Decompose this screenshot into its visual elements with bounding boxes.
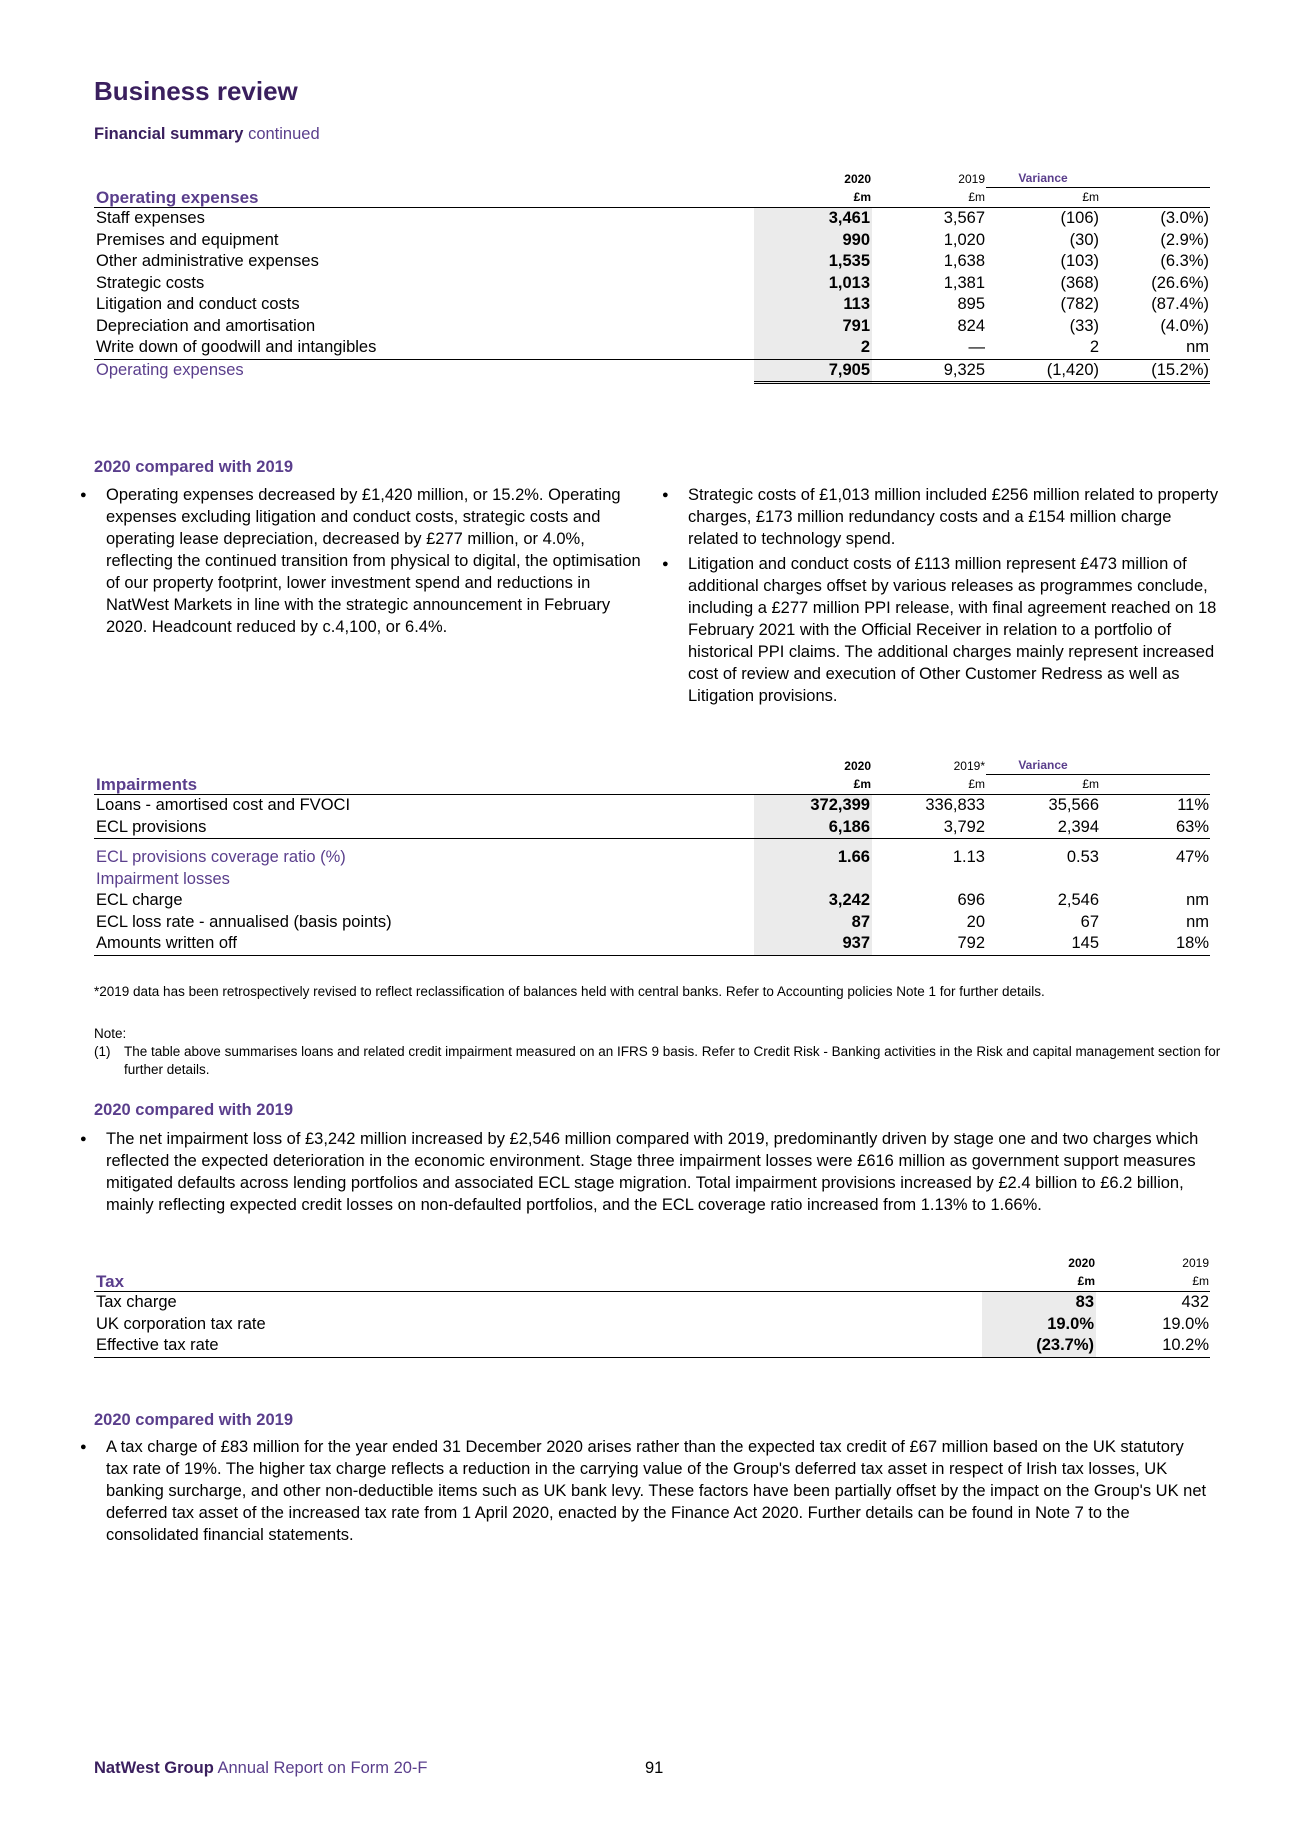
opex-row-v2020: 990 [754, 230, 872, 252]
opex-row-v2019: 1,381 [943, 273, 985, 292]
note-text: The table above summarises loans and related credit impairment measured on an IFRS 9 basis. Refer to Credit Risk - Banking activities in the Risk and capital management section for further details. [124, 1044, 1221, 1077]
impairment-loss-row-var: 67 [1080, 912, 1099, 931]
opex-row-v2019: 1,638 [943, 252, 985, 270]
impairment-loss-row-v2019: 696 [957, 891, 985, 909]
opex-row-pct: (26.6%) [1151, 273, 1209, 292]
bullet-item: ● Strategic costs of £1,013 million included £256 million related to property charges, £173 million redundancy costs and a £154 million charge related to technology spend. [662, 484, 1222, 550]
tax-row-label: Tax charge [96, 1293, 177, 1311]
opex-row-pct: (2.9%) [1160, 230, 1209, 249]
footer-report: Annual Report on Form 20-F [217, 1759, 428, 1777]
note-block [94, 1025, 1224, 1079]
opex-col-2019: 2019 [958, 171, 985, 186]
opex-col-2020: 2020 [844, 171, 871, 186]
opex-total-2019: 9,325 [872, 359, 986, 383]
opex-row-v2019: 1,020 [943, 230, 985, 249]
impairment-loss-row-label: Amounts written off [94, 933, 754, 955]
opex-row-label: Premises and equipment [96, 230, 279, 249]
opex-unit-2020: £m [754, 188, 872, 208]
opex-row-pct: nm [1186, 338, 1209, 356]
opex-row [94, 273, 1210, 295]
opex-table [94, 170, 1210, 384]
tax-row-v2020: (23.7%) [982, 1335, 1096, 1357]
losses-label: Impairment losses [96, 869, 230, 888]
imp-unit-var: £m [986, 775, 1100, 795]
opex-col-variance: Variance [986, 170, 1210, 188]
imp-unit-2019: £m [872, 775, 986, 795]
tax-row-v2019: 432 [1181, 1293, 1209, 1311]
footer [94, 1759, 428, 1778]
opex-row [94, 294, 1210, 316]
section-subtitle [94, 125, 320, 144]
losses-label-row [94, 869, 1210, 891]
opex-row-label: Staff expenses [96, 209, 205, 227]
impairment-loss-row-label: ECL loss rate - annualised (basis points) [96, 912, 392, 931]
opex-total-label: Operating expenses [94, 359, 754, 383]
opex-row-var: 2 [1089, 338, 1099, 356]
opex-row-pct: (4.0%) [1160, 316, 1209, 335]
imp-unit-2020: £m [754, 775, 872, 795]
impairment-row [94, 795, 1210, 817]
impairment-loss-row-pct: 18% [1100, 933, 1210, 955]
impairment-row-v2020: 6,186 [754, 817, 872, 839]
tax-row-label: Effective tax rate [94, 1335, 982, 1357]
bullet-item: ● A tax charge of £83 million for the year ended 31 December 2020 arises rather than the expected tax credit of £67 million based on the UK statutory tax rate of 19%. The higher tax charge reflects a reduction in the carrying value of the Group's deferred tax asset in respect of Irish tax losses, UK banking surcharge, and other non-deductible items such as UK bank levy. These factors have been partially offset by the impact on the Group's UK net deferred tax asset of the increased tax rate from 1 April 2020, enacted by the Finance Act 2020. Further details can be found in Note 7 to the consolidated financial statements. [80, 1436, 1210, 1546]
star-note: *2019 data has been retrospectively revised to reflect reclassification of balances held with central banks. Refer to Accounting policies Note 1 for further details. [94, 984, 1045, 999]
opex-row [94, 337, 1210, 359]
imp-spacer-row [94, 839, 1210, 848]
opex-comment-right [662, 484, 1222, 710]
impairment-loss-row [94, 890, 1210, 912]
tax-row-label: UK corporation tax rate [96, 1314, 266, 1333]
impairment-loss-row-v2020: 87 [754, 912, 872, 934]
impairment-loss-row-var: 145 [986, 933, 1100, 955]
impair-comment-heading: 2020 compared with 2019 [94, 1101, 294, 1119]
impairment-loss-row-var: 2,546 [1057, 891, 1099, 909]
tax-row [94, 1314, 1210, 1336]
impairment-row-var: 2,394 [1057, 817, 1099, 836]
opex-row [94, 208, 1210, 230]
impairment-loss-row-label: ECL charge [96, 891, 183, 909]
opex-row-var: (33) [1069, 316, 1099, 335]
opex-comment-left [80, 484, 646, 641]
opex-row-label: Strategic costs [96, 273, 205, 292]
opex-row-v2019: 824 [957, 316, 985, 335]
opex-row-v2020: 113 [754, 294, 872, 316]
bullet-item: ● Litigation and conduct costs of £113 million represent £473 million of additional charges offset by various releases as programmes conclude, including a £277 million PPI release, with final agreement reached on 18 February 2021 with the Official Receiver in relation to a portfolio of historical PPI claims. The additional charges mainly represent increased cost of review and execution of Other Customer Redress as well as Litigation provisions. [662, 553, 1222, 707]
subtitle-continued: continued [248, 125, 320, 143]
impairment-loss-row-v2019: 792 [872, 933, 986, 955]
impairment-loss-row [94, 912, 1210, 934]
coverage-pct: 47% [1175, 848, 1209, 866]
footer-company: NatWest Group [94, 1759, 214, 1777]
impairment-row-pct: 11% [1177, 796, 1209, 814]
tax-comment-heading: 2020 compared with 2019 [94, 1411, 294, 1429]
tax-row [94, 1335, 1210, 1357]
opex-row-v2020: 791 [754, 316, 872, 338]
opex-row [94, 316, 1210, 338]
opex-row [94, 230, 1210, 252]
opex-row-v2019: 3,567 [943, 209, 985, 227]
impairment-row-v2019: 3,792 [943, 817, 985, 836]
impairment-loss-row [94, 933, 1210, 955]
opex-row-v2020: 1,013 [754, 273, 872, 295]
opex-unit-2019: £m [872, 188, 986, 208]
imp-title: Impairments [94, 775, 754, 795]
opex-row-label: Litigation and conduct costs [96, 295, 300, 313]
tax-row-v2020: 83 [982, 1292, 1096, 1314]
opex-row-label: Depreciation and amortisation [96, 316, 316, 335]
note-number: (1) [94, 1044, 111, 1059]
opex-row-pct: (6.3%) [1160, 252, 1209, 270]
impairment-row-var: 35,566 [1048, 796, 1099, 814]
opex-row-var: (30) [1069, 230, 1099, 249]
note-label: Note: [94, 1026, 127, 1041]
bullet-item: ● The net impairment loss of £3,242 million increased by £2,546 million compared with 2019, predominantly driven by stage one and two charges which reflected the expected deterioration in the economic environment. Stage three impairment losses were £616 million as government support measures mitigated defaults across lending portfolios and associated ECL stage migration. Total impairment provisions increased by £2.4 billion to £6.2 billion, mainly reflecting expected credit losses on non-defaulted portfolios, and the ECL coverage ratio increased from 1.13% to 1.66%. [80, 1128, 1210, 1216]
opex-row-v2020: 1,535 [754, 251, 872, 273]
coverage-label: ECL provisions coverage ratio (%) [96, 848, 346, 866]
tax-col-2019: 2019 [1182, 1256, 1209, 1270]
impairments-table [94, 757, 1210, 956]
opex-row-label: Other administrative expenses [96, 252, 319, 270]
opex-row-var: (782) [1060, 295, 1099, 313]
page-title: Business review [94, 76, 298, 106]
impairment-row [94, 817, 1210, 839]
impairment-loss-row-v2020: 937 [754, 933, 872, 955]
impairment-row-v2020: 372,399 [754, 795, 872, 817]
impairment-row-v2019: 336,833 [925, 796, 985, 814]
impairment-loss-row-pct: nm [1186, 891, 1209, 909]
impair-comment [80, 1128, 1210, 1219]
tax-comment [80, 1436, 1210, 1549]
opex-unit-var: £m [986, 188, 1100, 208]
impairment-loss-row-v2019: 20 [966, 912, 985, 931]
opex-row-v2019: — [968, 338, 985, 356]
opex-comment-heading: 2020 compared with 2019 [94, 458, 294, 476]
opex-total-2020: 7,905 [754, 359, 872, 383]
opex-row-v2020: 2 [754, 337, 872, 359]
coverage-var: 0.53 [1066, 848, 1099, 866]
coverage-2019: 1.13 [952, 848, 985, 866]
coverage-row [94, 847, 1210, 869]
tax-row-v2020: 19.0% [982, 1314, 1096, 1336]
opex-total-var: (1,420) [986, 359, 1100, 383]
opex-row-pct: (3.0%) [1160, 209, 1209, 227]
opex-row [94, 251, 1210, 273]
impairment-loss-row-pct: nm [1186, 912, 1209, 931]
opex-row-v2020: 3,461 [754, 208, 872, 230]
coverage-2020: 1.66 [754, 847, 872, 869]
imp-col-2019: 2019* [953, 758, 985, 773]
page-number: 91 [645, 1759, 664, 1777]
tax-row-v2019: 19.0% [1162, 1314, 1209, 1333]
opex-row-var: (368) [1060, 273, 1099, 292]
note-item [94, 1043, 1224, 1079]
opex-row-label: Write down of goodwill and intangibles [96, 338, 377, 356]
impairment-row-pct: 63% [1175, 817, 1209, 836]
imp-col-2020: 2020 [844, 758, 871, 773]
impairment-row-label: Loans - amortised cost and FVOCI [96, 796, 351, 814]
tax-row [94, 1292, 1210, 1314]
opex-row-v2019: 895 [957, 295, 985, 313]
imp-col-variance: Variance [986, 757, 1210, 775]
tax-col-2020: 2020 [1068, 1256, 1095, 1270]
impairment-loss-row-v2020: 3,242 [754, 890, 872, 912]
tax-unit-2019: £m [1096, 1272, 1210, 1292]
opex-total-row [94, 359, 1210, 383]
opex-row-pct: (87.4%) [1151, 295, 1209, 313]
impairment-row-label: ECL provisions [96, 817, 207, 836]
bullet-item: ● Operating expenses decreased by £1,420 million, or 15.2%. Operating expenses excluding litigation and conduct costs, strategic costs and operating lease depreciation, decreased by £277 million, or 4.0%, reflecting the continued transition from physical to digital, the optimisation of our property footprint, lower investment spend and reductions in NatWest Markets in line with the strategic announcement in February 2020. Headcount reduced by c.4,100, or 6.4%. [80, 484, 646, 638]
opex-row-var: (103) [1060, 252, 1099, 270]
tax-row-v2019: 10.2% [1096, 1335, 1210, 1357]
tax-unit-2020: £m [982, 1272, 1096, 1292]
tax-title: Tax [94, 1272, 982, 1292]
tax-table [94, 1255, 1210, 1358]
opex-total-pct: (15.2%) [1100, 359, 1210, 383]
opex-row-var: (106) [1060, 209, 1099, 227]
subtitle-bold: Financial summary [94, 125, 244, 143]
opex-title: Operating expenses [94, 188, 754, 208]
